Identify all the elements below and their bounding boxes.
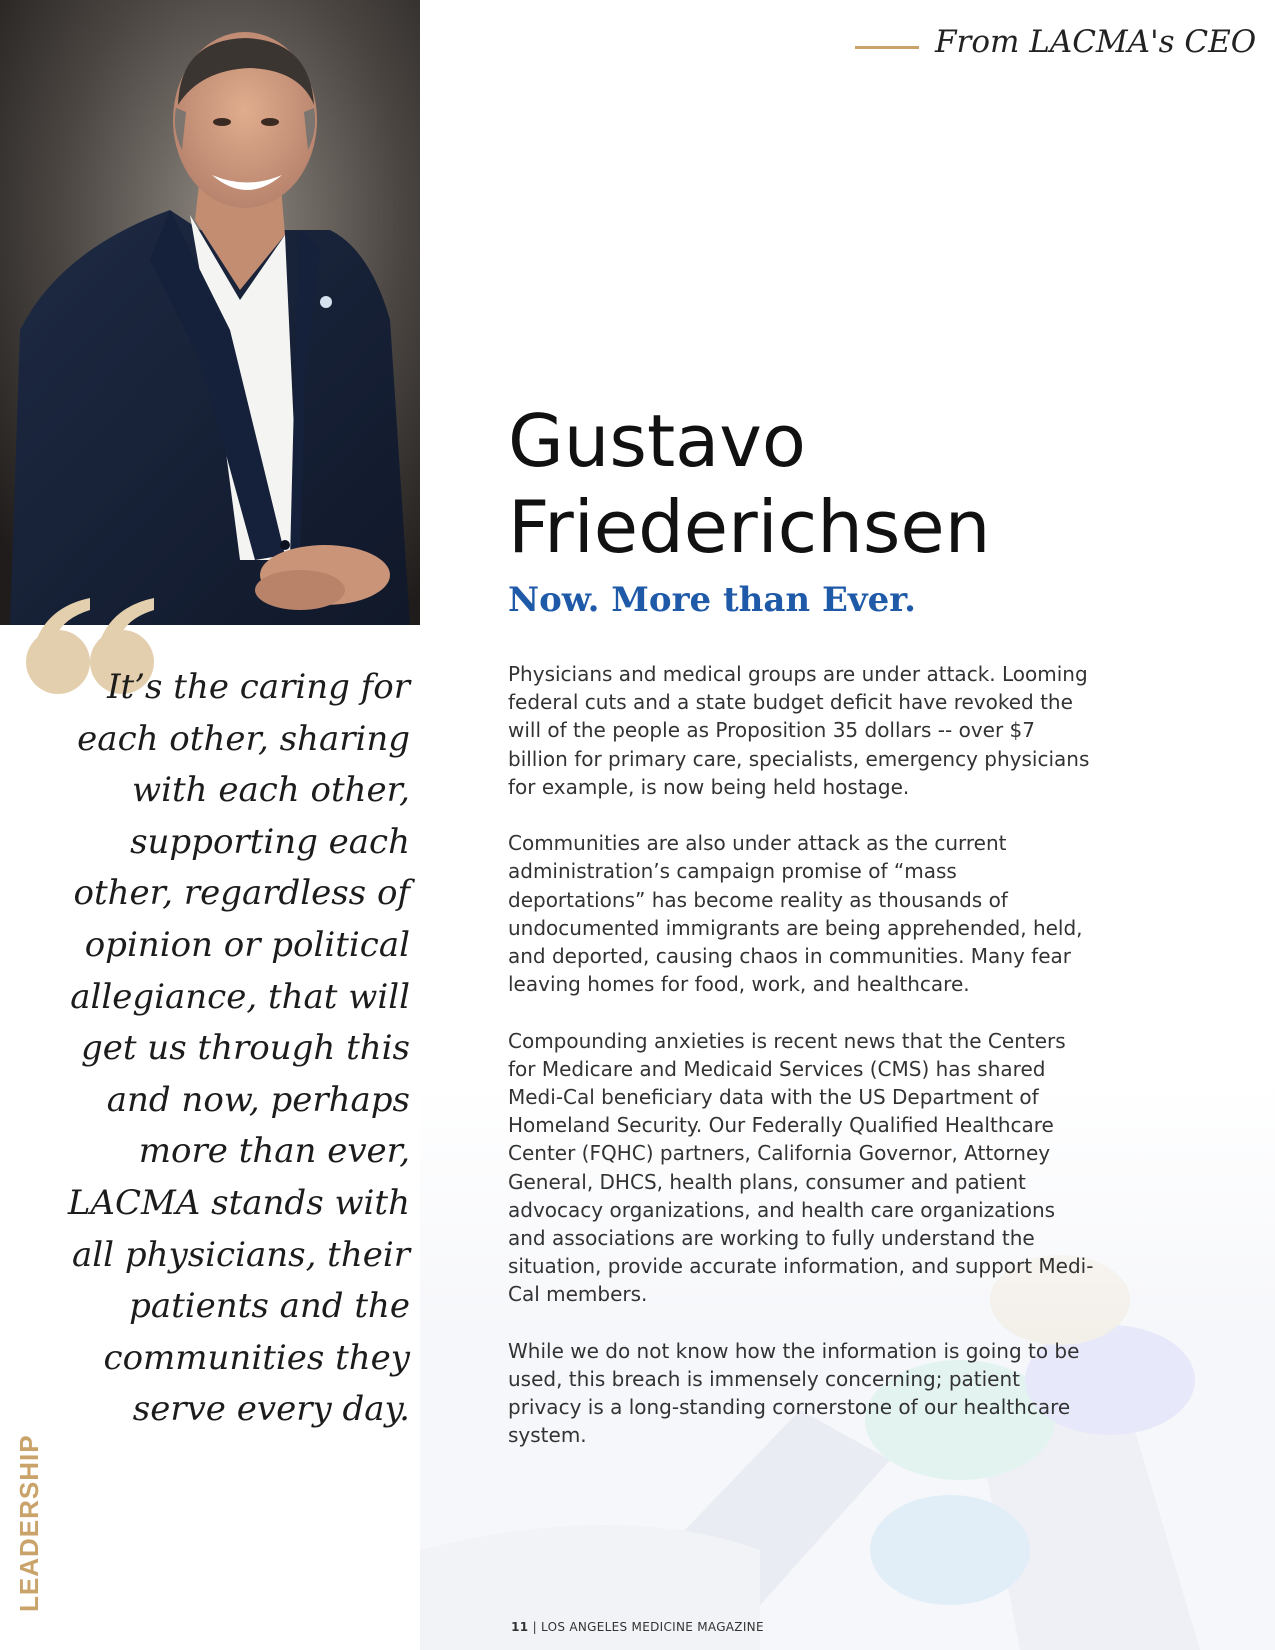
page-number: 11 — [511, 1620, 529, 1634]
article-headline: Now. More than Ever. — [508, 580, 916, 620]
footer-separator: | — [532, 1620, 537, 1634]
article-body — [508, 660, 1098, 1478]
paragraph: While we do not know how the information is going to be used, this breach is immensely concerning; patient privacy is a long-standing cornerstone of our healthcare system. — [508, 1338, 1080, 1448]
paragraph: Physicians and medical groups are under attack. Looming federal cuts and a state budget deficit have revoked the will of the people as Proposition 35 dollars -- over $7 billion for primary care, specialists, emergency physicians for example, is now being held hostage. — [508, 662, 1090, 799]
pull-quote: It’s the caring for each other, sharing with each other, supporting each other, regardless of opinion or political allegiance, that will get us through this and now, perhaps more than ever, LACMA stands with all physicians, their patients and the communities they serve every day. — [67, 667, 410, 1430]
section-title: From LACMA's CEO — [935, 24, 1257, 60]
publication-name: LOS ANGELES MEDICINE MAGAZINE — [541, 1620, 764, 1634]
header-accent-rule — [855, 46, 919, 49]
portrait-photo — [0, 0, 420, 625]
page-footer — [0, 1620, 1275, 1634]
section-tag-leadership: LEADERSHIP — [14, 1434, 44, 1612]
paragraph: Communities are also under attack as the current administration’s campaign promise of “mass deportations” has become reality as thousands of undocumented immigrants are being apprehended, held, and deported, causing chaos in communities. Many fear leaving homes for food, work, and healthcare. — [508, 831, 1083, 997]
author-name: Gustavo Friederichsen — [508, 399, 991, 569]
paragraph: Compounding anxieties is recent news that the Centers for Medicare and Medicaid Services (CMS) has shared Medi-Cal beneficiary data with the US Department of Homeland Security. Our Federally Qualified Healthcare Center (FQHC) partners, California Governor, Attorney General, DHCS, health plans, consumer and patient advocacy organizations, and health care organizations and associations are working to fully understand the situation, provide accurate information, and support Medi-Cal members. — [508, 1028, 1094, 1307]
